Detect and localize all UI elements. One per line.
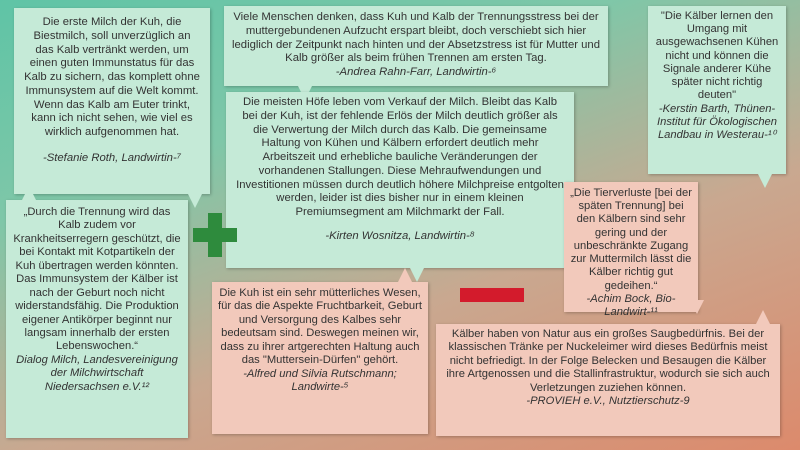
- quote-text: Die meisten Höfe leben vom Verkauf der Milch. Bleibt das Kalb bei der Kuh, ist der fehlende Erlös der Milch deutlich größer als die Verwertung der Milch durch das Kalb. Die gemeinsame Haltung von Kühen und Kälbern erfordert deutlich mehr Arbeitszeit und erhebliche bauliche Veränderungen der vorhandenen Stallungen. Diese Mehraufwendungen und Investitionen müssen durch deutlich höhere Milchpreise entgolten werden, leider ist dies bisher nur in einem kleinen Premiumsegment am Milchmarkt der Fall.: [236, 96, 564, 219]
- speech-tail: [22, 186, 36, 200]
- speech-tail: [690, 300, 704, 314]
- quote-bubble-roth: [14, 8, 210, 194]
- quote-bubble-wosnitza: [226, 92, 574, 268]
- quote-bubble-rahn-farr: [224, 6, 608, 86]
- quote-source: -Kirten Wosnitza, Landwirtin-⁸: [325, 230, 475, 243]
- plus-icon: [193, 213, 237, 257]
- quote-text: Die erste Milch der Kuh, die Biestmilch, soll unverzüglich an das Kalb vertränkt werden, um einen guten Immunstatus für das Kalb zu sichern, das komplett ohne Immunsystem auf die Welt kommt. Wenn das Kalb am Euter trinkt, kann ich nicht sehen, wie viel es wirklich aufgenommen hat.: [24, 16, 200, 139]
- speech-tail: [756, 310, 770, 324]
- quote-source: -Andrea Rahn-Farr, Landwirtin-⁶: [335, 66, 497, 79]
- speech-tail: [188, 194, 202, 208]
- quote-text: „Durch die Trennung wird das Kalb zudem vor Krankheitserregern geschützt, die bei Kontakt mit Kotpartikeln der Kuh übertragen werden könnten. Das Immunsystem der Kälber ist nach der Geburt noch nicht widerstandsfähig. Die Produktion eigener Antikörper beginnt nur langsam innerhalb der ersten Lebenswochen.“: [13, 206, 181, 353]
- quote-bubble-barth: [648, 6, 786, 174]
- quote-source: -Achim Bock, Bio-Landwirt-¹¹: [586, 292, 676, 318]
- quote-source: Dialog Milch, Landesvereinigung der Milchwirtschaft Niedersachsen e.V.¹²: [16, 353, 178, 393]
- quote-text: Die Kuh ist ein sehr mütterliches Wesen, für das die Aspekte Fruchtbarkeit, Geburt und Versorgung des Kalbes sehr bedeutsam sind. Deswegen meinen wir, dass zu ihrer artgerechten Haltung auch das "Muttersein-Dürfen" gehört.: [218, 287, 422, 367]
- speech-tail: [758, 174, 772, 188]
- speech-tail: [398, 268, 412, 282]
- minus-icon: [460, 288, 524, 302]
- speech-tail: [410, 268, 424, 282]
- quote-source: -Alfred und Silvia Rutschmann; Landwirte-⁵: [243, 367, 397, 394]
- quote-source: -Kerstin Barth, Thünen-Institut für Ökologischen Landbau in Westerau-¹⁰: [656, 102, 777, 141]
- quote-bubble-provieh: [436, 324, 780, 436]
- quote-source: -PROVIEH e.V., Nutztierschutz-9: [526, 395, 690, 408]
- quote-text: Viele Menschen denken, dass Kuh und Kalb der Trennungsstress bei der muttergebundenen Aufzucht erspart bleibt, doch verschiebt sich hier lediglich der Zeitpunkt nach hinten und der Absetzstress ist für Mutter und Kalb größer als beim frühen Trennen am ersten Tag.: [232, 11, 600, 65]
- quote-text: „Die Tierverluste [bei der späten Trennung] bei den Kälbern sind sehr gering und der unbeschränkte Zugang zur Muttermilch lässt die Kälber richtig gut gedeihen.“: [570, 187, 692, 292]
- quote-text: "Die Kälber lernen den Umgang mit ausgewachsenen Kühen nicht und können die Signale anderer Kühe später nicht richtig deuten": [655, 10, 779, 102]
- quote-bubble-rutschmann: [212, 282, 428, 434]
- quote-bubble-dialog-milch: [6, 200, 188, 438]
- quote-text: Kälber haben von Natur aus ein großes Saugbedürfnis. Bei der klassischen Tränke per Nuckeleimer wird dieses Bedürfnis meist nicht befriedigt. In der Folge Belecken und Besaugen die Kälber ihre Artgenossen und die Stallinfrastruktur, wodurch sie sich auch Verletzungen zuziehen können.: [446, 328, 770, 394]
- quote-bubble-bock: [564, 182, 698, 318]
- quote-source: -Stefanie Roth, Landwirtin-⁷: [42, 152, 182, 165]
